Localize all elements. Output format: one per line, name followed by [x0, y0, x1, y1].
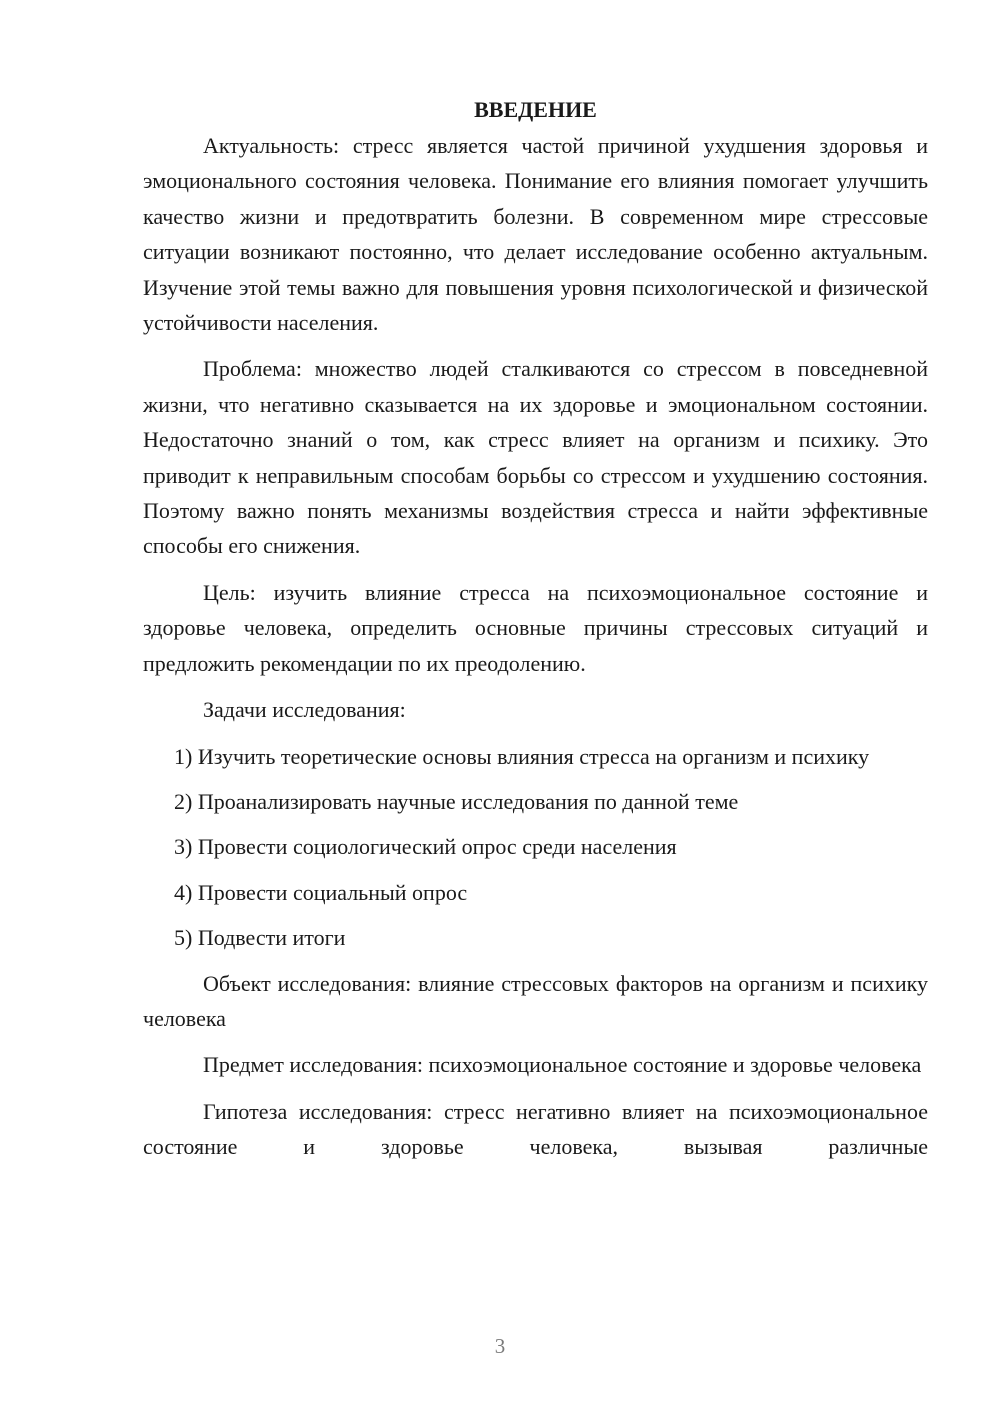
task-item-1: 1) Изучить теоретические основы влияния стресса на организм и психику	[174, 743, 870, 769]
task-item-5: 5) Подвести итоги	[174, 925, 346, 951]
page-number: 3	[494, 1334, 506, 1358]
paragraph-relevance: Актуальность: стресс является частой причиной ухудшения здоровья и эмоционального состояния человека. Понимание его влияния помогает улучшить качество жизни и предотвратить болезни. В современном мире стрессовые ситуации возникают постоянно, что делает исследование особенно актуальным. Изучение этой темы важно для повышения уровня психологической и физической устойчивости населения.	[143, 133, 928, 336]
document-page	[143, 92, 928, 1176]
section-heading: ВВЕДЕНИЕ	[474, 97, 597, 122]
task-item-2: 2) Проанализировать научные исследования по данной теме	[174, 788, 739, 814]
paragraph-subject: Предмет исследования: психоэмоциональное состояние и здоровье человека	[203, 1052, 922, 1078]
paragraph-object: Объект исследования: влияние стрессовых факторов на организм и психику человека	[143, 970, 928, 1031]
task-item-4: 4) Провести социальный опрос	[174, 879, 468, 905]
task-item-3: 3) Провести социологический опрос среди населения	[174, 834, 677, 860]
paragraph-problem: Проблема: множество людей сталкиваются со стрессом в повседневной жизни, что негативно сказывается на их здоровье и эмоциональном состоянии. Недостаточно знаний о том, как стресс влияет на организм и психику. Это приводит к неправильным способам борьбы со стрессом и ухудшению состояния. Поэтому важно понять механизмы воздействия стресса и найти эффективные способы его снижения.	[143, 356, 928, 559]
paragraph-hypothesis: Гипотеза исследования: стресс негативно влияет на психоэмоциональное состояние и здоровье человека, вызывая различные	[143, 1098, 928, 1160]
paragraph-tasks-title: Задачи исследования:	[203, 697, 406, 723]
paragraph-goal: Цель: изучить влияние стресса на психоэмоциональное состояние и здоровье человека, определить основные причины стрессовых ситуаций и предложить рекомендации по их преодолению.	[143, 579, 928, 676]
